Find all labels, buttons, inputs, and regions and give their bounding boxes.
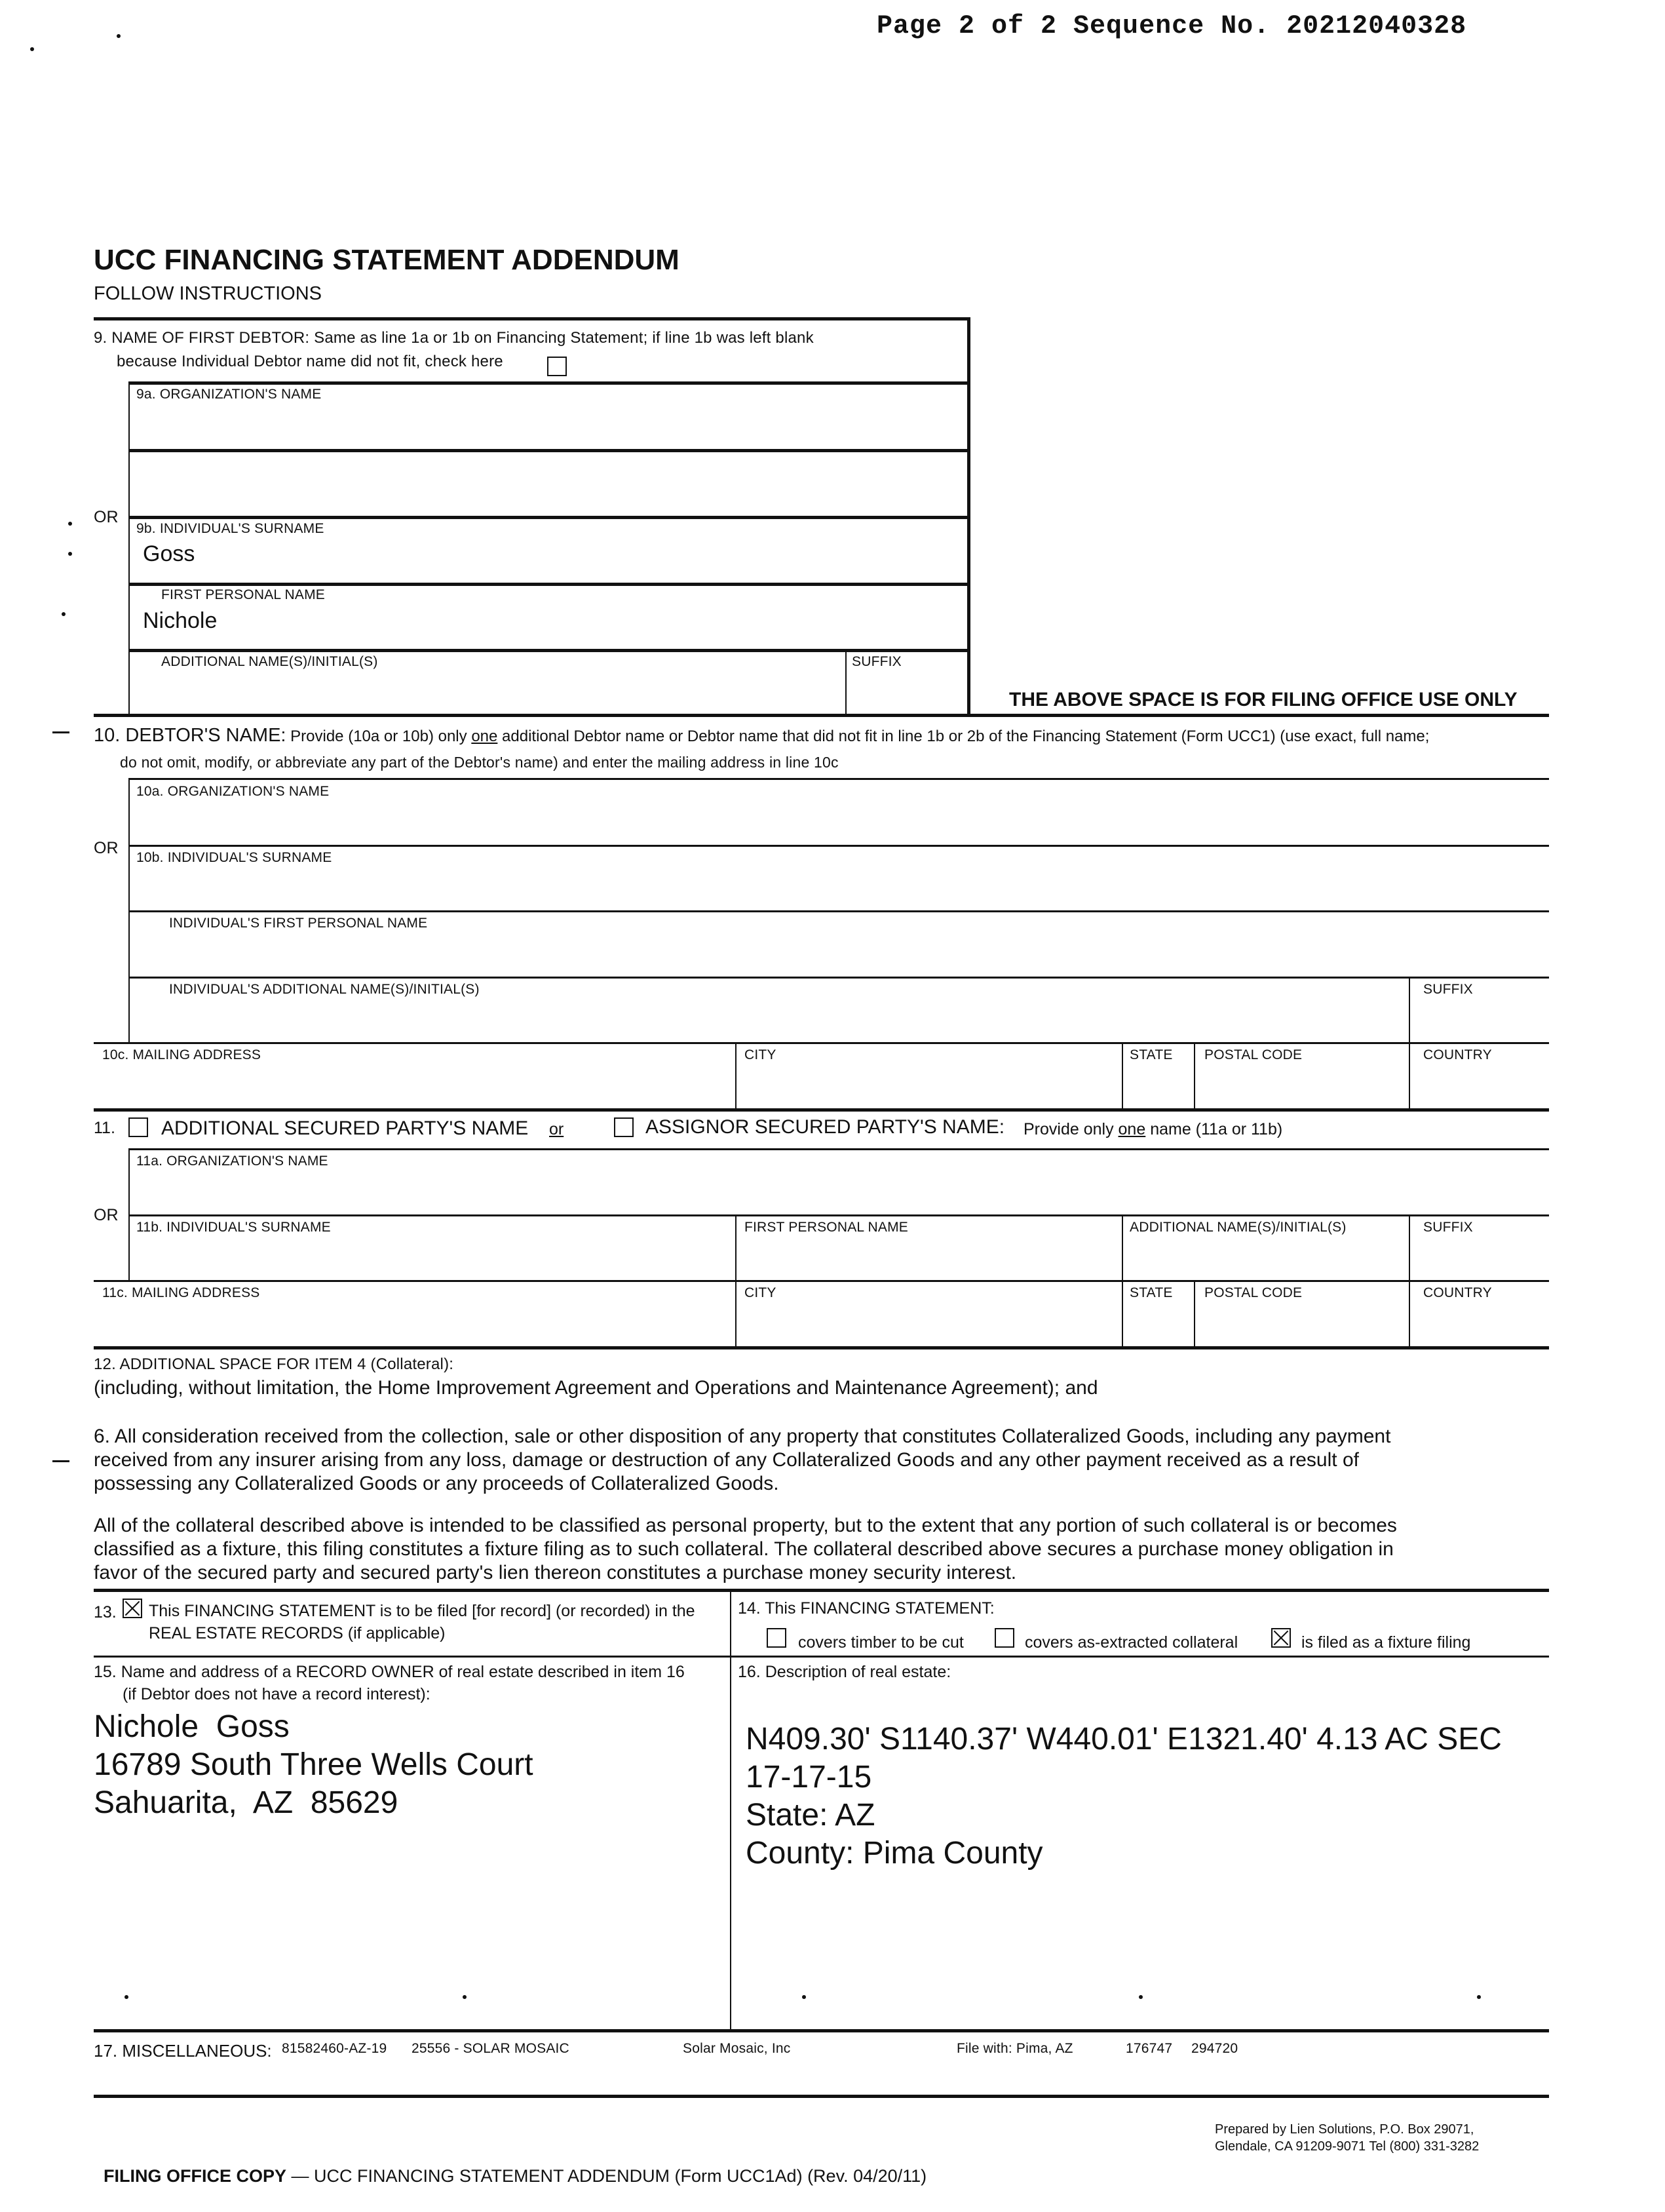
item11-suffix-label: SUFFIX xyxy=(1423,1220,1473,1235)
item13-line2: REAL ESTATE RECORDS (if applicable) xyxy=(149,1624,446,1642)
item9a-label: 9a. ORGANIZATION'S NAME xyxy=(136,387,322,402)
item9-checkbox[interactable] xyxy=(547,357,567,376)
footer-copy-rest: — UCC FINANCING STATEMENT ADDENDUM (Form UCC1Ad) (Rev. 04/20/11) xyxy=(286,2166,927,2186)
item11-additional-checkbox[interactable] xyxy=(128,1117,148,1137)
margin-tick xyxy=(52,1460,69,1462)
real-estate-line3: State: AZ xyxy=(746,1798,875,1833)
filing-office-note: THE ABOVE SPACE IS FOR FILING OFFICE USE ONLY xyxy=(1009,689,1518,710)
item11b-label: 11b. INDIVIDUAL'S SURNAME xyxy=(136,1220,331,1235)
item11-assignor-checkbox[interactable] xyxy=(614,1117,634,1137)
item11-state-label: STATE xyxy=(1130,1285,1173,1300)
item10-suffix-label: SUFFIX xyxy=(1423,982,1473,997)
real-estate-line2: 17-17-15 xyxy=(746,1760,872,1795)
item10-postal-label: POSTAL CODE xyxy=(1204,1047,1303,1062)
form-title: UCC FINANCING STATEMENT ADDENDUM xyxy=(94,244,679,276)
item10-label xyxy=(94,725,1429,747)
item17-party: Solar Mosaic, Inc xyxy=(683,2041,791,2056)
item10b-label: 10b. INDIVIDUAL'S SURNAME xyxy=(136,850,332,865)
item10-city-label: CITY xyxy=(744,1047,776,1062)
item9-additional-label: ADDITIONAL NAME(S)/INITIAL(S) xyxy=(161,654,378,669)
item11-top-rule xyxy=(94,1108,1549,1112)
item14-fixture-checkbox[interactable] xyxy=(1271,1628,1291,1648)
item13-num: 13. xyxy=(94,1603,117,1621)
scan-speck xyxy=(62,612,66,616)
item10a-label: 10a. ORGANIZATION'S NAME xyxy=(136,784,330,799)
item9-label-line2: because Individual Debtor name did not fit, check here xyxy=(117,353,503,370)
item10-top-rule xyxy=(94,714,1549,717)
item11-provide-text2: name (11a or 11b) xyxy=(1150,1120,1283,1138)
item11-or-word: or xyxy=(549,1120,564,1138)
item14-extracted-checkbox[interactable] xyxy=(995,1628,1014,1648)
item10-label-one: one xyxy=(471,728,498,745)
item12-p3-l3: favor of the secured party and secured party's lien thereon constitutes a purchase money security interest. xyxy=(94,1562,1017,1583)
item14-timber-label: covers timber to be cut xyxy=(798,1633,964,1652)
item14-timber-checkbox[interactable] xyxy=(767,1628,786,1648)
footer-copy-bold: FILING OFFICE COPY xyxy=(104,2166,287,2186)
page-sequence: Page 2 of 2 Sequence No. 20212040328 xyxy=(877,12,1467,41)
item17-label: 17. MISCELLANEOUS: xyxy=(94,2041,272,2061)
footer-copy xyxy=(94,2146,927,2186)
item9b-value[interactable]: Goss xyxy=(143,541,195,566)
item9-suffix-label: SUFFIX xyxy=(852,654,902,669)
item10-label-line2: do not omit, modify, or abbreviate any part of the Debtor's name) and enter the mailing address in line 10c xyxy=(120,754,839,771)
footer-rule xyxy=(94,2095,1549,2098)
real-estate-line1: N409.30' S1140.37' W440.01' E1321.40' 4.13 AC SEC xyxy=(746,1722,1502,1756)
item12-p2-l2: received from any insurer arising from any loss, damage or destruction of any Collateralized Goods and any other payment received as a result of xyxy=(94,1449,1359,1471)
item10-additional-label: INDIVIDUAL'S ADDITIONAL NAME(S)/INITIAL(S) xyxy=(169,982,480,997)
item12-p3-l1: All of the collateral described above is intended to be classified as personal property, but to the extent that any portion of such collateral is or becomes xyxy=(94,1515,1397,1536)
footer-prepared-l2: Glendale, CA 91209-9071 Tel (800) 331-3282 xyxy=(1215,2139,1480,2154)
scan-speck xyxy=(1139,1995,1143,1999)
item9-first-value[interactable]: Nichole xyxy=(143,608,218,633)
item9-first-label: FIRST PERSONAL NAME xyxy=(161,587,326,602)
scan-speck xyxy=(30,47,34,51)
scan-speck xyxy=(1477,1995,1481,1999)
footer-prepared-l1: Prepared by Lien Solutions, P.O. Box 29071, xyxy=(1215,2122,1474,2137)
item14-label: 14. This FINANCING STATEMENT: xyxy=(738,1599,995,1618)
item11-additional-label: ADDITIONAL SECURED PARTY'S NAME xyxy=(161,1117,529,1139)
item17-file-with: File with: Pima, AZ xyxy=(957,2041,1073,2056)
item17-ref2: 25556 - SOLAR MOSAIC xyxy=(411,2041,569,2056)
scan-speck xyxy=(68,522,72,526)
item15-label: 15. Name and address of a RECORD OWNER of real estate described in item 16 xyxy=(94,1663,685,1681)
item11-city-label: CITY xyxy=(744,1285,776,1300)
item12-label: 12. ADDITIONAL SPACE FOR ITEM 4 (Collateral): xyxy=(94,1355,454,1373)
item17-ref1: 81582460-AZ-19 xyxy=(282,2041,387,2056)
form-subtitle: FOLLOW INSTRUCTIONS xyxy=(94,283,322,304)
item11-or: OR xyxy=(94,1206,119,1224)
item10-label-text1: Provide (10a or 10b) only xyxy=(290,728,467,745)
record-owner-city: Sahuarita, AZ 85629 xyxy=(94,1785,398,1820)
item14-extracted-label: covers as-extracted collateral xyxy=(1025,1633,1238,1652)
item11c-label: 11c. MAILING ADDRESS xyxy=(102,1285,260,1300)
item10c-label: 10c. MAILING ADDRESS xyxy=(102,1047,261,1062)
item10-label-text2: additional Debtor name or Debtor name that did not fit in line 1b or 2b of the Financing Statement (Form UCC1) (use exact, full name; xyxy=(502,728,1430,745)
item10-or: OR xyxy=(94,839,119,857)
scan-speck xyxy=(802,1995,806,1999)
scan-speck xyxy=(463,1995,467,1999)
scan-speck xyxy=(117,34,121,38)
scan-speck xyxy=(124,1995,128,1999)
record-owner-street: 16789 South Three Wells Court xyxy=(94,1747,533,1782)
item11-first-label: FIRST PERSONAL NAME xyxy=(744,1220,909,1235)
item12-p2-l1: 6. All consideration received from the collection, sale or other disposition of any property that constitutes Collateralized Goods, including any payment xyxy=(94,1426,1391,1447)
item11a-label: 11a. ORGANIZATION'S NAME xyxy=(136,1154,328,1169)
item10-first-label: INDIVIDUAL'S FIRST PERSONAL NAME xyxy=(169,916,428,931)
item9b-label: 9b. INDIVIDUAL'S SURNAME xyxy=(136,521,324,536)
item14-fixture-label: is filed as a fixture filing xyxy=(1301,1633,1471,1652)
item13-line1: This FINANCING STATEMENT is to be filed [for record] (or recorded) in the xyxy=(149,1602,695,1620)
item13-checkbox[interactable] xyxy=(123,1599,142,1618)
item11-num: 11. xyxy=(94,1119,115,1137)
record-owner-name: Nichole Goss xyxy=(94,1709,290,1744)
item12-p2-l3: possessing any Collateralized Goods or any proceeds of Collateralized Goods. xyxy=(94,1473,779,1494)
item16-label: 16. Description of real estate: xyxy=(738,1663,951,1681)
item9-label: 9. NAME OF FIRST DEBTOR: Same as line 1a or 1b on Financing Statement; if line 1b was left blank xyxy=(94,329,814,347)
item11-postal-label: POSTAL CODE xyxy=(1204,1285,1303,1300)
real-estate-line4: County: Pima County xyxy=(746,1836,1043,1871)
item11-provide-text1: Provide only xyxy=(1024,1120,1114,1138)
item11-provide xyxy=(1024,1120,1282,1139)
item17-num1: 176747 xyxy=(1126,2041,1173,2056)
item10-label-prefix: 10. DEBTOR'S NAME: xyxy=(94,725,286,746)
item10-country-label: COUNTRY xyxy=(1423,1047,1492,1062)
item11-provide-one: one xyxy=(1118,1120,1146,1138)
item10-state-label: STATE xyxy=(1130,1047,1173,1062)
item12-p1: (including, without limitation, the Home Improvement Agreement and Operations and Maintenance Agreement); and xyxy=(94,1377,1098,1399)
scan-speck xyxy=(68,552,72,556)
item11-country-label: COUNTRY xyxy=(1423,1285,1492,1300)
item11-additional-names-label: ADDITIONAL NAME(S)/INITIAL(S) xyxy=(1130,1220,1347,1235)
item15-label-line2: (if Debtor does not have a record interest): xyxy=(123,1685,431,1703)
item12-p3-l2: classified as a fixture, this filing constitutes a fixture filing as to such collateral. The collateral described above secures a purchase money obligation in xyxy=(94,1538,1394,1560)
item9-or: OR xyxy=(94,508,119,526)
item11-assignor-label: ASSIGNOR SECURED PARTY'S NAME: xyxy=(645,1116,1005,1138)
item17-num2: 294720 xyxy=(1191,2041,1238,2056)
margin-tick xyxy=(52,731,69,733)
